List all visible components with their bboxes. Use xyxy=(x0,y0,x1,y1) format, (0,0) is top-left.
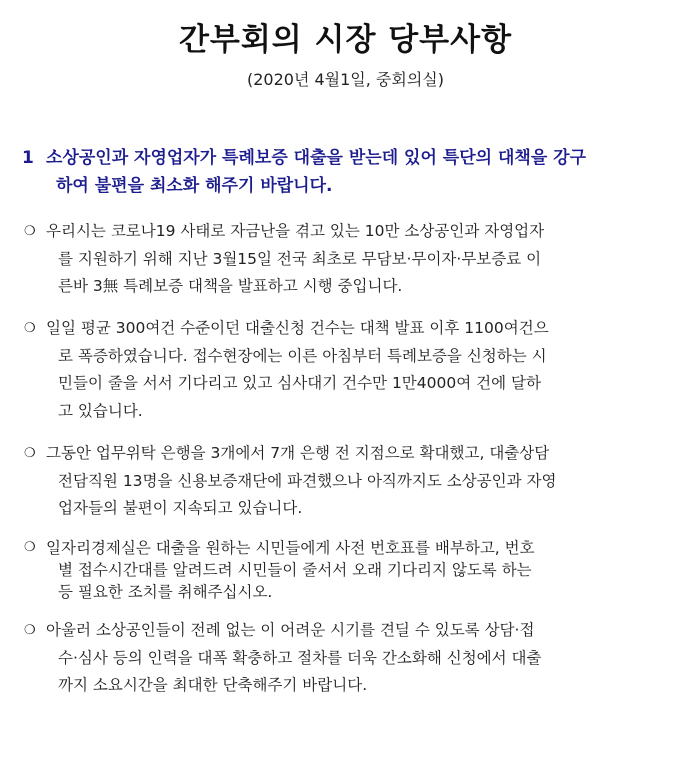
bullet-circle-icon: ❍ xyxy=(24,321,36,336)
paragraph-line: 업자들의 불편이 지속되고 있습니다. xyxy=(58,499,303,517)
bullet-paragraph xyxy=(24,617,662,700)
paragraph-line: 일일 평균 300여건 수준이던 대출신청 건수는 대책 발표 이후 1100여건으 xyxy=(46,319,549,337)
bullet-circle-icon: ❍ xyxy=(24,623,36,638)
paragraph-line: 를 지원하기 위해 지난 3월15일 전국 최초로 무담보·무이자·무보증료 이 xyxy=(58,249,542,268)
main-directive-line: 하여 불편을 최소화 해주기 바랍니다. xyxy=(56,176,333,196)
paragraph-line: 고 있습니다. xyxy=(58,401,143,420)
bullet-circle-icon: ❍ xyxy=(24,446,36,461)
main-directive-number: 1 xyxy=(22,148,34,168)
bullet-paragraph xyxy=(24,440,662,523)
paragraph-line: 우리시는 코로나19 사태로 자금난을 겪고 있는 10만 소상공인과 자영업자 xyxy=(46,222,545,240)
paragraph-line: 별 접수시간대를 알려드려 시민들이 줄서서 오래 기다리지 않도록 하는 xyxy=(58,561,532,579)
bullet-circle-icon: ❍ xyxy=(24,540,36,555)
paragraph-line: 수·심사 등의 인력을 대폭 확충하고 절차를 더욱 간소화해 신청에서 대출 xyxy=(58,648,542,667)
paragraph-line: 전담직원 13명을 신용보증재단에 파견했으나 아직까지도 소상공인과 자영 xyxy=(58,471,557,490)
main-directive-line: 소상공인과 자영업자가 특례보증 대출을 받는데 있어 특단의 대책을 강구 xyxy=(46,148,587,168)
bullet-paragraph xyxy=(24,315,662,425)
bullet-circle-icon: ❍ xyxy=(24,224,36,239)
paragraph-line: 민들이 줄을 서서 기다리고 있고 심사대기 건수만 1만4000여 건에 달하 xyxy=(58,374,541,392)
bullet-paragraph xyxy=(24,537,662,603)
document-title: 간부회의 시장 당부사항 xyxy=(178,22,513,58)
bullet-paragraph xyxy=(24,218,662,301)
paragraph-line: 등 필요한 조치를 취해주십시오. xyxy=(58,583,273,601)
paragraph-line: 로 폭증하였습니다. 접수현장에는 이른 아침부터 특례보증을 신청하는 시 xyxy=(58,346,547,365)
paragraph-line: 까지 소요시간을 최대한 단축해주기 바랍니다. xyxy=(58,676,368,694)
paragraph-line: 아울러 소상공인들이 전례 없는 이 어려운 시기를 견딜 수 있도록 상담·접 xyxy=(46,621,535,639)
paragraph-line: 일자리경제실은 대출을 원하는 시민들에게 사전 번호표를 배부하고, 번호 xyxy=(46,539,535,557)
paragraph-line: 그동안 업무위탁 은행을 3개에서 7개 은행 전 지점으로 확대했고, 대출상담 xyxy=(46,444,550,462)
paragraph-line: 른바 3無 특례보증 대책을 발표하고 시행 중입니다. xyxy=(58,277,403,295)
document-subtitle: (2020년 4월1일, 중회의실) xyxy=(246,70,444,89)
main-directive xyxy=(22,144,674,200)
main-directive-text xyxy=(46,144,674,200)
